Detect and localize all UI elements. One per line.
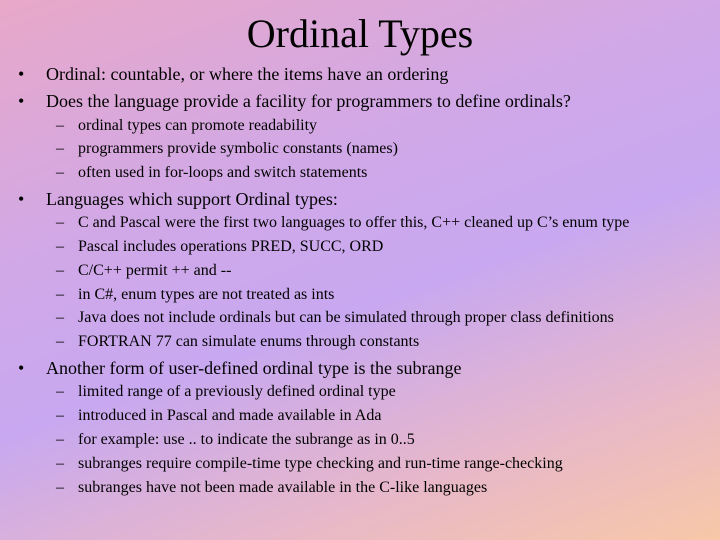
bullet-item <box>18 187 338 211</box>
sub-bullet-marker: – <box>56 479 64 496</box>
sub-bullet-item <box>56 236 383 258</box>
bullet-item <box>18 356 462 380</box>
sub-bullet-item <box>56 307 614 329</box>
bullet-marker: • <box>18 358 25 378</box>
bullet-text: Does the language provide a facility for programmers to define ordinals? <box>46 91 571 111</box>
sub-bullet-marker: – <box>56 164 64 181</box>
sub-bullet-marker: – <box>56 455 64 472</box>
bullet-text: Another form of user-defined ordinal type is the subrange <box>46 358 462 378</box>
sub-bullet-item <box>56 453 563 475</box>
sub-bullet-item <box>56 260 231 282</box>
sub-bullet-marker: – <box>56 117 64 134</box>
sub-bullet-item <box>56 429 415 451</box>
sub-bullet-item <box>56 115 317 137</box>
sub-bullet-text: for example: use .. to indicate the subrange as in 0..5 <box>78 431 415 448</box>
sub-bullet-text: introduced in Pascal and made available in Ada <box>78 407 382 424</box>
sub-bullet-text: C and Pascal were the first two languages to offer this, C++ cleaned up C’s enum type <box>78 214 630 231</box>
sub-bullet-text: Java does not include ordinals but can be simulated through proper class definitions <box>78 309 614 326</box>
sub-bullet-item <box>56 477 487 499</box>
sub-bullet-text: FORTRAN 77 can simulate enums through constants <box>78 333 420 350</box>
bullet-marker: • <box>18 64 25 84</box>
sub-bullet-item <box>56 331 419 353</box>
sub-bullet-marker: – <box>56 431 64 448</box>
sub-bullet-text: programmers provide symbolic constants (names) <box>78 140 398 157</box>
bullet-text: Languages which support Ordinal types: <box>46 189 338 209</box>
sub-bullet-item <box>56 162 367 184</box>
sub-bullet-marker: – <box>56 140 64 157</box>
sub-bullet-marker: – <box>56 214 64 231</box>
sub-bullet-item <box>56 138 398 160</box>
sub-bullet-item <box>56 212 629 234</box>
bullet-marker: • <box>18 91 25 111</box>
sub-bullet-text: Pascal includes operations PRED, SUCC, ORD <box>78 238 384 255</box>
sub-bullet-marker: – <box>56 333 64 350</box>
sub-bullet-text: in C#, enum types are not treated as ints <box>78 286 335 303</box>
slide-title: Ordinal Types <box>246 11 474 56</box>
sub-bullet-text: subranges require compile-time type checking and run-time range-checking <box>78 455 563 472</box>
bullet-text: Ordinal: countable, or where the items have an ordering <box>46 64 449 84</box>
bullet-item <box>18 89 571 113</box>
sub-bullet-text: limited range of a previously defined ordinal type <box>78 383 396 400</box>
bullet-item <box>18 62 448 86</box>
sub-bullet-item <box>56 405 381 427</box>
sub-bullet-item <box>56 381 396 403</box>
sub-bullet-marker: – <box>56 238 64 255</box>
sub-bullet-marker: – <box>56 262 64 279</box>
sub-bullet-text: C/C++ permit ++ and -- <box>78 262 232 279</box>
bullet-marker: • <box>18 189 25 209</box>
sub-bullet-marker: – <box>56 383 64 400</box>
sub-bullet-text: subranges have not been made available in the C-like languages <box>78 479 488 496</box>
sub-bullet-text: ordinal types can promote readability <box>78 117 318 134</box>
sub-bullet-text: often used in for-loops and switch statements <box>78 164 368 181</box>
sub-bullet-marker: – <box>56 407 64 424</box>
sub-bullet-marker: – <box>56 286 64 303</box>
sub-bullet-marker: – <box>56 309 64 326</box>
sub-bullet-item <box>56 284 334 306</box>
